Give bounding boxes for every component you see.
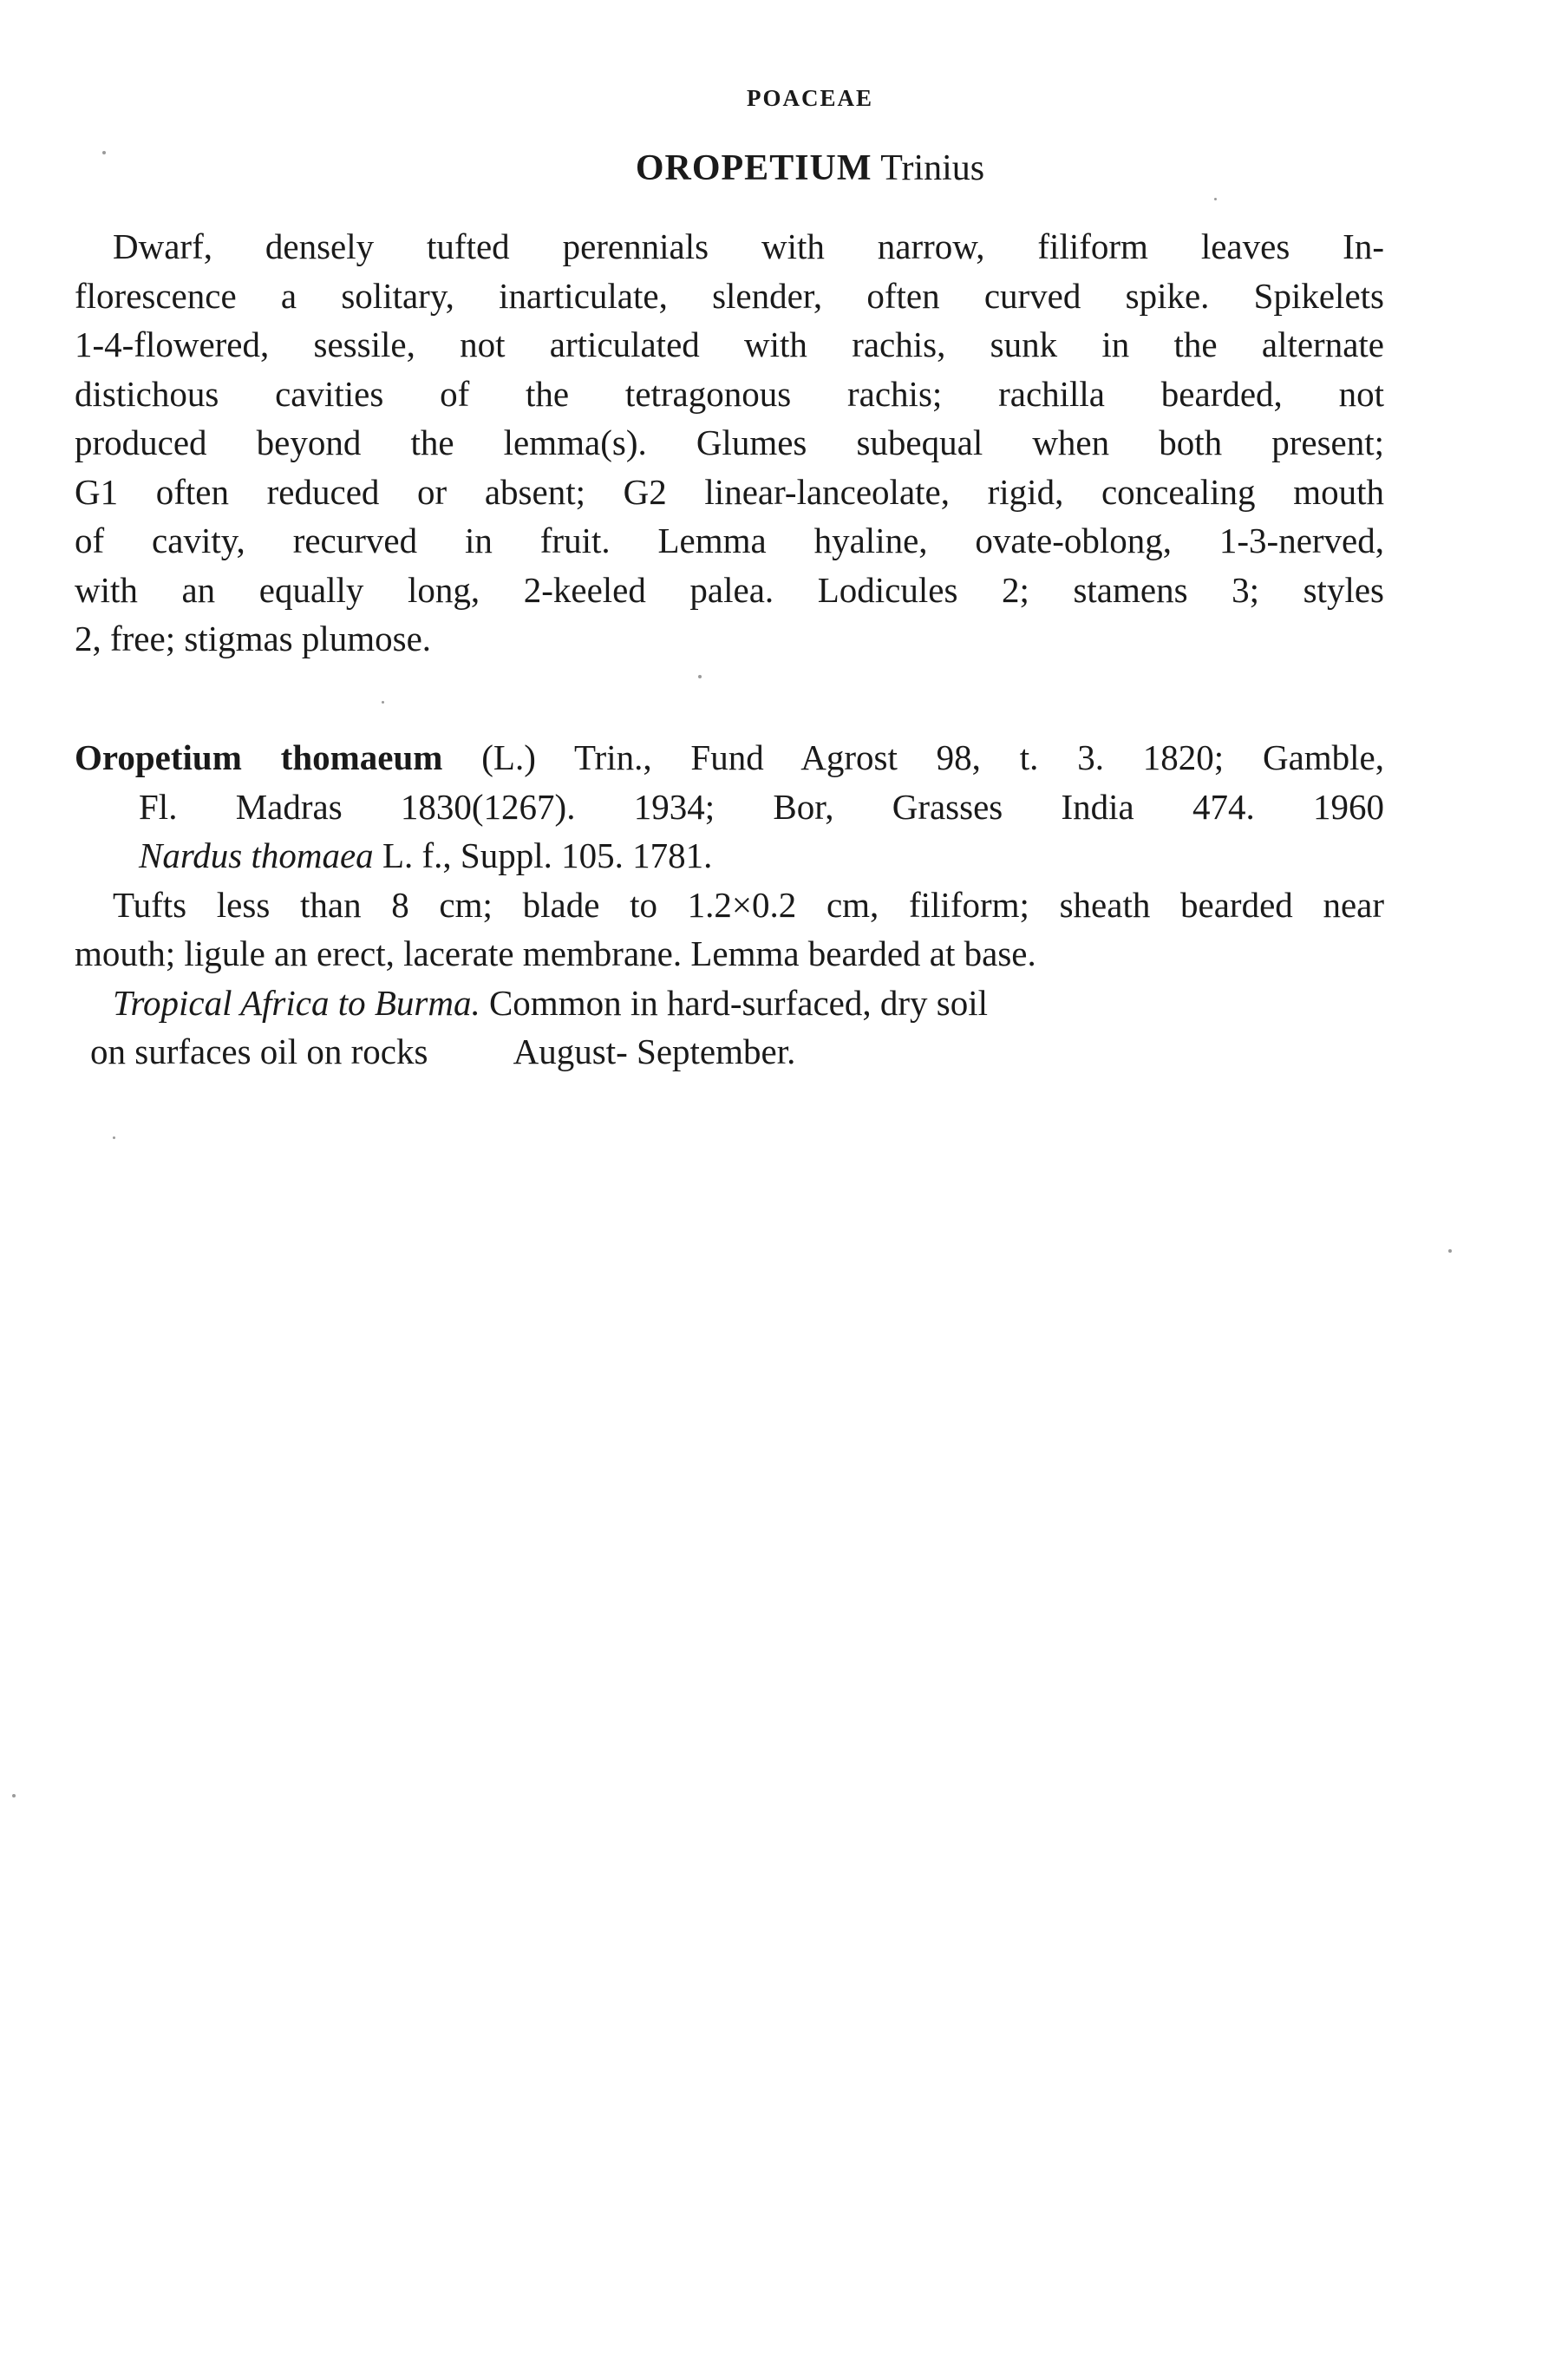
description-line: Dwarf, densely tufted perennials with narrow, filiform leaves In-	[113, 226, 1384, 266]
species-notes-line: Tufts less than 8 cm; blade to 1.2×0.2 cm, filiform; sheath bearded near	[113, 884, 1384, 925]
genus-description	[75, 222, 1384, 664]
flowering-period: August- September.	[513, 1031, 796, 1071]
description-line: distichous cavities of the tetragonous rachis; rachilla bearded, not	[75, 373, 1384, 414]
scan-speck	[382, 701, 384, 704]
description-line: produced beyond the lemma(s). Glumes subequal when both present;	[75, 422, 1384, 462]
description-line: 2, free; stigmas plumose.	[75, 619, 432, 658]
description-line: of cavity, recurved in fruit. Lemma hyaline, ovate-oblong, 1-3-nerved,	[75, 521, 1384, 560]
species-citation: (L.) Trin., Fund Agrost 98, t. 3. 1820; Gamble,	[481, 737, 1385, 777]
distribution-line	[75, 979, 1384, 1028]
description-line: with an equally long, 2-keeled palea. Lodicules 2; stamens 3; styles	[75, 569, 1384, 610]
description-line: G1 often reduced or absent; G2 linear-lanceolate, rigid, concealing mouth	[75, 471, 1384, 512]
distribution-habitat: Common in hard-surfaced, dry soil	[488, 982, 988, 1023]
scan-speck	[113, 1136, 115, 1139]
description-line: florescence a solitary, inarticulate, slender, often curved spike. Spikelets	[75, 275, 1384, 316]
genus-author: Trinius	[880, 148, 985, 188]
scan-speck	[698, 675, 702, 678]
scan-speck	[1448, 1249, 1452, 1253]
habitat-line	[75, 1027, 1384, 1077]
synonym-line	[75, 831, 1384, 881]
species-name: Oropetium thomaeum	[75, 737, 443, 777]
species-entry	[75, 733, 1384, 1077]
habitat-text: on surfaces oil on rocks	[90, 1031, 428, 1071]
scan-speck	[1214, 198, 1217, 200]
genus-title	[0, 147, 1568, 189]
synonym-name: Nardus thomaea	[139, 835, 374, 875]
description-line: 1-4-flowered, sessile, not articulated with rachis, sunk in the alternate	[75, 324, 1384, 364]
species-citation-continued: Fl. Madras 1830(1267). 1934; Bor, Grasses India 474. 1960	[139, 786, 1384, 827]
synonym-citation: L. f., Suppl. 105. 1781.	[382, 835, 713, 875]
species-citation-line	[75, 733, 1384, 783]
scan-speck	[12, 1794, 16, 1797]
family-heading: POACEAE	[746, 85, 873, 111]
genus-name: OROPETIUM	[635, 148, 872, 188]
distribution-region: Tropical Africa to Burma.	[113, 982, 480, 1023]
scan-speck	[102, 151, 106, 154]
species-notes-line: mouth; ligule an erect, lacerate membrane. Lemma bearded at base.	[75, 933, 1036, 973]
